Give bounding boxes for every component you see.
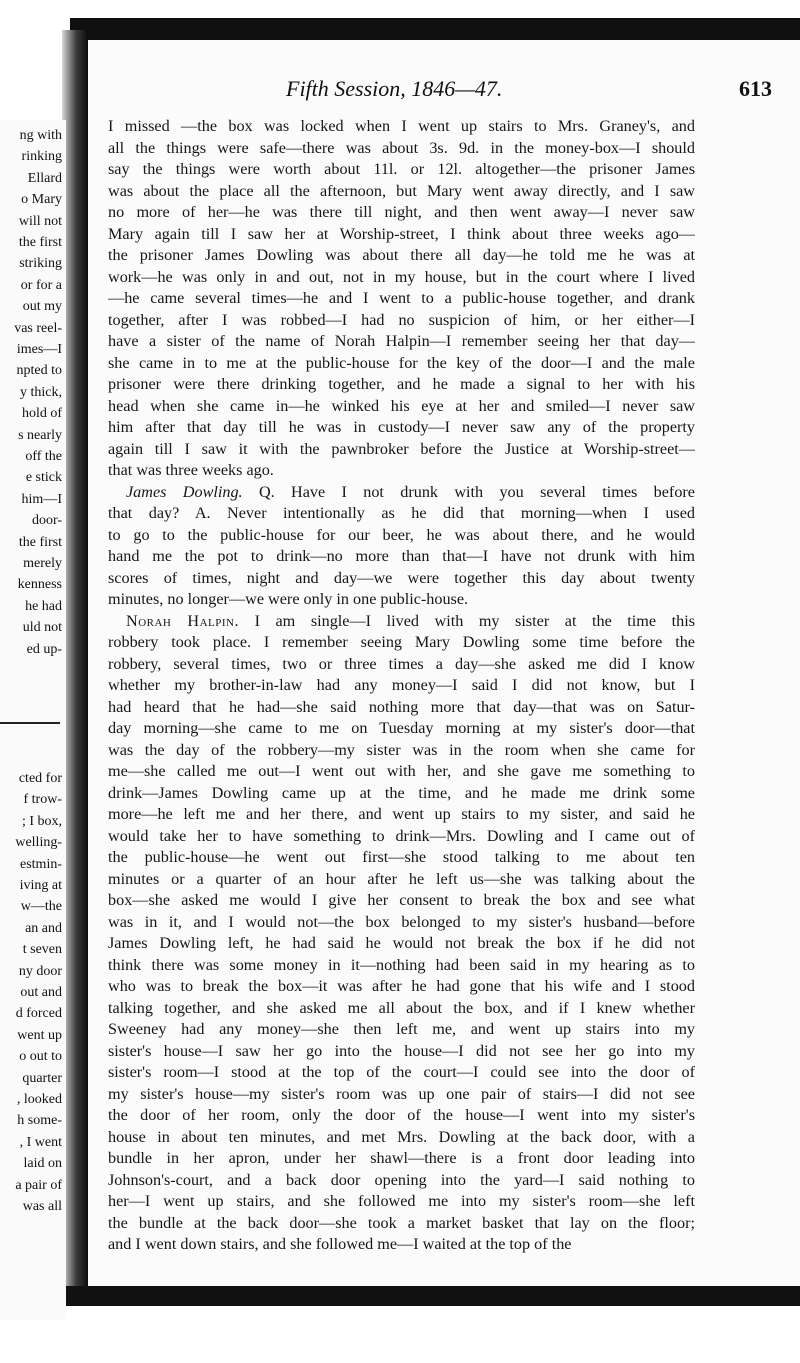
facing-page-line: the first bbox=[18, 235, 62, 250]
text-line: robbery, several times, two or three times a day—she asked me did I know bbox=[108, 654, 695, 673]
text-line bbox=[108, 611, 695, 633]
text-line: work—he was only in and out, not in my house, but in the court where I lived bbox=[108, 267, 695, 286]
text-line: have a sister of the name of Norah Halpin—I remember seeing her that day— bbox=[108, 332, 695, 350]
text-line: the prisoner James Dowling was about there all day—he told me he was at bbox=[108, 246, 695, 264]
text-line: her—I went up stairs, and she followed me into my sister's room—she left bbox=[108, 1192, 695, 1210]
text-line: think there was some money in it—nothing had been said in my hearing as to bbox=[108, 955, 695, 974]
facing-page-line: merely bbox=[23, 556, 62, 571]
text-line: —he came several times—he and I went to a public-house together, and drank bbox=[108, 289, 695, 307]
text-line: hand me the pot to drink—no more than that—I have not drunk with him bbox=[108, 547, 695, 565]
speaker-name: James Dowling. bbox=[126, 482, 243, 501]
facing-page-line: , I went bbox=[19, 1134, 62, 1150]
facing-page-line: him—I bbox=[21, 491, 62, 507]
facing-page-rule bbox=[0, 722, 60, 724]
text-line: and I went down stairs, and she followed me—I waited at the top of the bbox=[108, 1235, 572, 1253]
text-line: she came in to me at the public-house for the key of the door—I and the male bbox=[108, 353, 695, 372]
facing-page-line: ed up- bbox=[26, 641, 62, 657]
facing-page-line: e stick bbox=[25, 470, 62, 486]
facing-page-line: striking bbox=[19, 256, 62, 272]
text-line: was in it, and I would not—the box belonged to my sister's husband—before bbox=[108, 912, 695, 931]
facing-page-line: npted to bbox=[16, 363, 62, 379]
running-head bbox=[88, 76, 800, 106]
facing-page-line: Ellard bbox=[27, 170, 62, 186]
scan-bottom-shadow bbox=[60, 1286, 800, 1306]
facing-page-line: estmin- bbox=[20, 856, 62, 872]
facing-page-line: o out to bbox=[19, 1049, 62, 1065]
text-line: no more of her—he was there till night, and then went away—I never saw bbox=[108, 203, 695, 221]
text-line: Johnson's-court, and a back door opening into the yard—I said nothing to bbox=[108, 1170, 695, 1189]
facing-page-line: he had bbox=[25, 598, 62, 614]
text-line: me—she called me out—I went out with her, and she gave me something to bbox=[108, 762, 695, 780]
text-line: the public-house—he went out first—she stood talking to me about ten bbox=[108, 848, 695, 866]
facing-page-line: quarter bbox=[22, 1070, 62, 1086]
facing-page-line: d forced bbox=[15, 1006, 62, 1022]
text-line: Sweeney had any money—she then left me, and went up stairs into my bbox=[108, 1020, 695, 1038]
facing-page-line: went up bbox=[17, 1027, 62, 1043]
facing-page-line: out and bbox=[20, 985, 62, 1000]
text-line: the bundle at the back door—she took a market basket that lay on the floor; bbox=[108, 1213, 695, 1232]
text-line: that was three weeks ago. bbox=[108, 461, 274, 479]
facing-page-line: cted for bbox=[18, 771, 62, 786]
facing-page-line: vas reel- bbox=[14, 320, 62, 336]
text-line: robbery took place. I remember seeing Mary Dowling some time before the bbox=[108, 633, 695, 651]
text-line: sister's room—I stood at the top of the court—I could see into the door of bbox=[108, 1063, 695, 1081]
text-line: drink—James Dowling came up at the time, and he made me drink some bbox=[108, 783, 695, 802]
text-line: was about the place all the afternoon, but Mary went away directly, and I saw bbox=[108, 181, 695, 200]
facing-page-line: kenness bbox=[17, 577, 62, 593]
text-line: head when she came in—he winked his eye at her and smiled—I never saw bbox=[108, 396, 695, 415]
facing-page-line: h some- bbox=[17, 1113, 62, 1129]
facing-page-line: will not bbox=[18, 213, 62, 229]
text-line: day morning—she came to me on Tuesday morning at my sister's door—that bbox=[108, 719, 695, 737]
text-line: to go to the public-house for our beer, he was about there, and he would bbox=[108, 525, 695, 544]
facing-page-line: an and bbox=[25, 920, 62, 936]
text-line: I missed —the box was locked when I went up stairs to Mrs. Graney's, and bbox=[108, 117, 695, 135]
facing-page-line: door- bbox=[31, 513, 62, 529]
facing-page-line: , looked bbox=[16, 1092, 62, 1107]
text-line: whether my brother-in-law had any money—I said I did not know, but I bbox=[108, 676, 695, 694]
facing-page-line: y thick, bbox=[20, 384, 62, 400]
text-line: Mary again till I saw her at Worship-street, I think about three weeks ago— bbox=[108, 224, 695, 243]
facing-page-line: s nearly bbox=[18, 427, 62, 443]
facing-page-line: uld not bbox=[22, 620, 62, 636]
text-line: talking together, and she asked me all about the box, and if I knew whether bbox=[108, 998, 695, 1017]
text-line: say the things were worth about 11l. or 12l. altogether—the prisoner James bbox=[108, 160, 695, 178]
scan-top-shadow bbox=[70, 18, 800, 40]
facing-page-line: rinking bbox=[21, 149, 62, 165]
text-line: together, after I was robbed—I had no suspicion of him, or her either—I bbox=[108, 310, 695, 329]
text-line: minutes, no longer—we were only in one public-house. bbox=[108, 590, 469, 608]
text-line: again till I saw it with the pawnbroker before the Justice at Worship-street— bbox=[108, 439, 695, 458]
text-line: that day? A. Never intentionally as he did that morning—when I used bbox=[108, 504, 695, 522]
body-text bbox=[108, 116, 695, 1256]
text-line bbox=[108, 482, 695, 504]
text-line: box—she asked me would I give her consent to break the box and see what bbox=[108, 891, 695, 909]
facing-page-line: o Mary bbox=[21, 192, 62, 208]
text-line: the door of her room, only the door of the house—I went into my sister's bbox=[108, 1106, 695, 1124]
facing-page-line: t seven bbox=[22, 942, 62, 958]
facing-page-line: a pair of bbox=[15, 1177, 62, 1193]
running-title: Fifth Session, 1846—47. bbox=[286, 76, 503, 101]
facing-page-fragment bbox=[0, 120, 66, 1320]
text-line: bundle in her apron, under her shawl—there is a front door leading into bbox=[108, 1149, 695, 1167]
text-line: would take her to have something to drink—Mrs. Dowling and I came out of bbox=[108, 826, 695, 845]
facing-page-line: was all bbox=[22, 1199, 62, 1214]
text-line: sister's house—I saw her go into the house—I did not see her go into my bbox=[108, 1041, 695, 1060]
page-number: 613 bbox=[739, 76, 772, 101]
speaker-text: I am single—I lived with my sister at the time this bbox=[239, 611, 695, 630]
facing-page-line: w—the bbox=[20, 899, 62, 915]
text-line: my sister's house—my sister's room was up one pair of stairs—I did not see bbox=[108, 1084, 695, 1103]
book-page bbox=[88, 40, 800, 1286]
facing-page-line: ny door bbox=[18, 963, 62, 979]
facing-page-line: hold of bbox=[21, 406, 62, 422]
speaker-name: Norah Halpin. bbox=[126, 611, 240, 630]
text-line: had heard that he had—she said nothing more that day—that was on Satur- bbox=[108, 697, 695, 716]
facing-page-line: or for a bbox=[20, 277, 62, 293]
text-line: scores of times, night and day—we were together this day about twenty bbox=[108, 568, 695, 587]
text-line: James Dowling left, he had said he would not break the box if he did not bbox=[108, 934, 695, 952]
facing-page-line: out my bbox=[22, 299, 62, 315]
text-line: minutes or a quarter of an hour after he left us—she was talking about the bbox=[108, 869, 695, 888]
text-line: prisoner were there drinking together, and he made a signal to her with his bbox=[108, 375, 695, 393]
facing-page-line: ng with bbox=[19, 128, 62, 143]
facing-page-line: laid on bbox=[23, 1156, 62, 1172]
text-line: house in about ten minutes, and met Mrs. Dowling at the back door, with a bbox=[108, 1127, 695, 1146]
facing-page-line: welling- bbox=[15, 835, 62, 851]
facing-page-line: the first bbox=[18, 534, 62, 550]
text-line: was the day of the robbery—my sister was in the room when she came for bbox=[108, 740, 695, 759]
text-line: him after that day till he was in custody—I never saw any of the property bbox=[108, 418, 695, 436]
facing-page-line: off the bbox=[25, 449, 62, 464]
facing-page-line: f trow- bbox=[23, 792, 62, 808]
facing-page-line: imes—I bbox=[16, 342, 62, 357]
speaker-text: Q. Have I not drunk with you several times before bbox=[242, 482, 695, 501]
facing-page-line: iving at bbox=[19, 878, 62, 893]
facing-page-line: ; I box, bbox=[21, 813, 62, 829]
text-line: more—he left me and her there, and went up stairs to my sister, and said he bbox=[108, 805, 695, 823]
text-line: all the things were safe—there was about 3s. 9d. in the money-box—I should bbox=[108, 138, 695, 157]
text-line: who was to break the box—it was after he had gone that his wife and I stood bbox=[108, 977, 695, 995]
